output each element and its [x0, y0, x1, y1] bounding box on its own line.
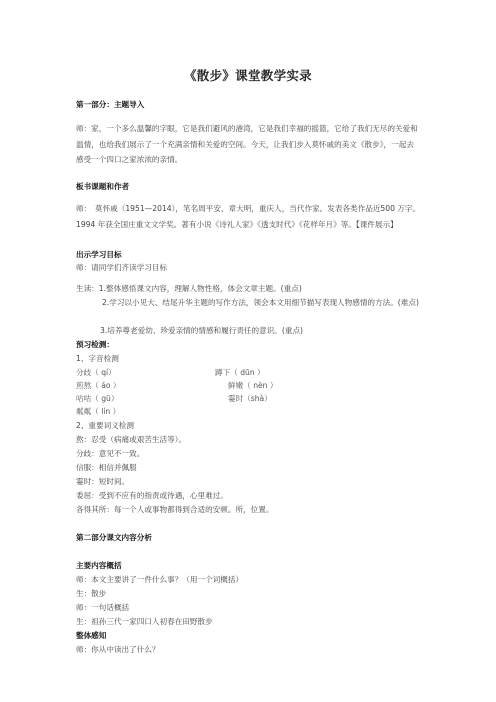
goal-2: 2.学习以小见大、结尾升华主题的写作方法，领会本文用细节描写表现人物感情的方法。(难点) — [102, 298, 419, 307]
pinyin-item: 分歧（ qí） — [76, 368, 116, 377]
dialogue-line: 师：本文主要讲了一件什么事？（用一个词概括） — [76, 575, 244, 584]
goal-3: 3.培养尊老爱幼、珍爱亲情的情感和履行责任的意识。(重点) — [100, 326, 304, 335]
pinyin-item: 粼粼（ lín ） — [76, 407, 121, 416]
vocabulary-heading: 2、重要词义检测 — [76, 421, 134, 430]
vocab-item: 分歧：意见不一致。 — [76, 449, 145, 458]
dialogue-line: 生：散步 — [76, 589, 107, 598]
dialogue-line: 师：你从中读出了什么？ — [76, 645, 160, 654]
goal-1: 生读：1.整体感悟课文内容，理解人物性格，体会文章主题。(重点) — [76, 284, 302, 293]
author-heading: 板书课题和作者 — [76, 182, 130, 191]
goals-prompt: 师：请同学们齐读学习目标 — [76, 263, 168, 272]
pinyin-item: 煎熬（ áo ） — [76, 381, 121, 390]
intro-paragraph: 师：家，一个多么温馨的字眼，它是我们避风的港湾，它是我们幸福的摇篮，它给了我们无尽的关爱和温情，也给我们展示了一个充满亲情和关爱的空间。今天，让我们步入莫怀戚的美文《散步》，一起去感受一个四口之家浓浓的亲情。 — [76, 124, 418, 164]
vocab-item: 委屈：受到不应有的指责或待遇，心里难过。 — [76, 491, 228, 500]
pinyin-item: 鲜嫩（ nèn ） — [228, 381, 278, 390]
pronunciation-heading: 1、字音检测 — [76, 354, 119, 363]
overall-perception-heading: 整体感知 — [76, 631, 107, 640]
pinyin-item: 霎时（shà） — [228, 394, 272, 403]
part1-heading: 第一部分：主题导入 — [76, 100, 145, 109]
pinyin-item: 咕咕（ gū） — [76, 394, 119, 403]
part2-heading: 第二部分课文内容分析 — [76, 533, 152, 542]
pinyin-item: 蹲下（ dūn ） — [215, 368, 265, 377]
author-paragraph: 师： 莫怀戚（1951—2014），笔名周平安、章大明，重庆人，当代作家。发表各类作品近500 万字。1994 年获全国庄重文文学奖。著有小说《诗礼人家》《透支时代》《花样年月》等。【课件展示】 — [76, 204, 421, 229]
document-title: 《散步》课堂教学实录 — [183, 68, 312, 83]
preview-heading: 预习检测： — [76, 340, 114, 349]
goals-heading: 出示学习目标 — [76, 250, 122, 259]
vocab-item: 霎时：短时间。 — [76, 477, 130, 486]
vocab-item: 各得其所：每一个人或事物都得到合适的安顿。所，位置。 — [76, 505, 274, 514]
vocab-item: 熬：忍受（病痛或艰苦生活等）。 — [76, 435, 187, 444]
summary-heading: 主要内容概括 — [76, 561, 122, 570]
dialogue-line: 生：祖孙三代一家四口人初春在田野散步 — [76, 617, 213, 626]
vocab-item: 信服：相信并佩服 — [76, 463, 137, 472]
dialogue-line: 师：一句话概括 — [76, 603, 130, 612]
